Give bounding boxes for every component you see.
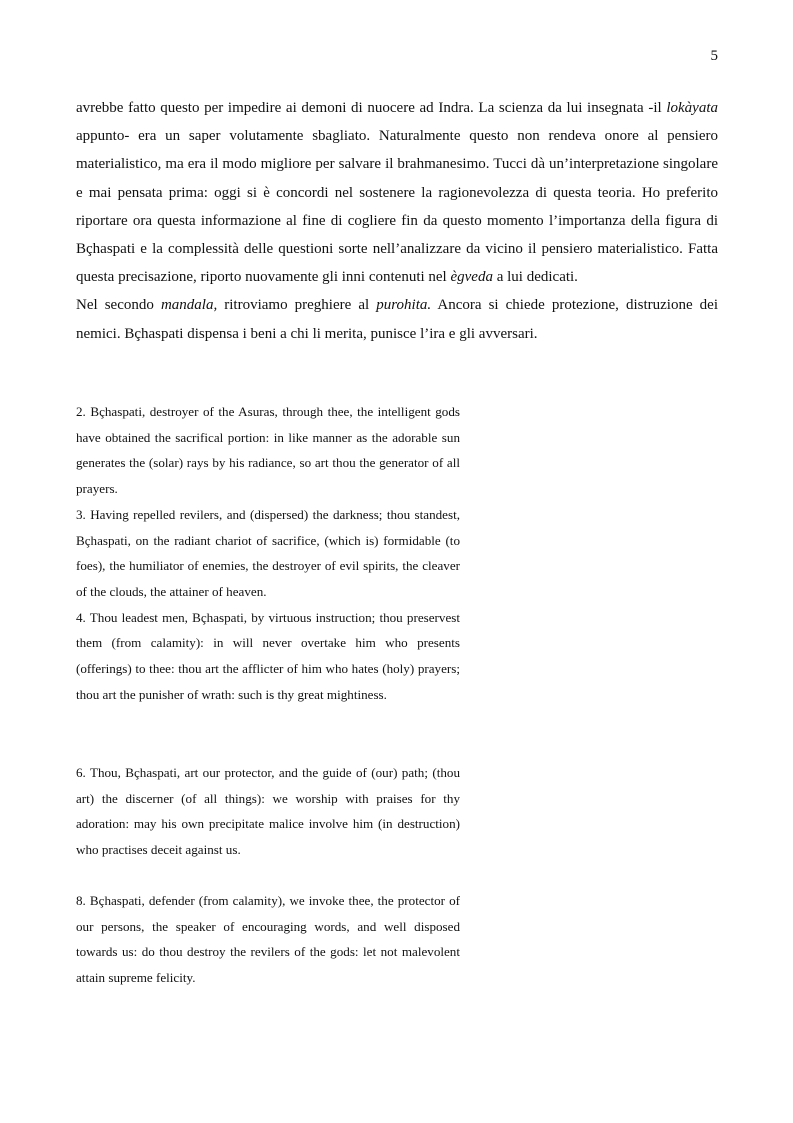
- text-run: avrebbe fatto questo per impedire ai demoni di nuocere ad Indra. La scienza da lui insegnata -il: [76, 100, 667, 116]
- italic-term-egveda: ègveda: [450, 269, 493, 286]
- hymn-block-3: [76, 888, 460, 991]
- italic-term-mandala: mandala,: [160, 297, 218, 314]
- body-paragraph: [76, 291, 718, 347]
- page-number: 5: [710, 48, 718, 64]
- text-run: Nel secondo: [76, 297, 161, 314]
- body-text: [76, 94, 718, 348]
- hymn-verse-8: 8. Bçhaspati, defender (from calamity), we invoke thee, the protector of our persons, the speaker of encouraging words, and well disposed towards us: do thou destroy the revilers of the gods: let not malevolent attain supreme felicity.: [76, 893, 460, 986]
- italic-term-purohita: purohita.: [376, 297, 432, 314]
- hymn-verse-6: 6. Thou, Bçhaspati, art our protector, and the guide of (our) path; (thou art) the discerner (of all things): we worship with praises for thy adoration: may his own precipitate malice involve him (in destruction) who practises deceit against us.: [76, 765, 460, 858]
- hymn-verse-4: 4. Thou leadest men, Bçhaspati, by virtuous instruction; thou preservest them (from calamity): in will never overtake him who presents (offerings) to thee: thou art the afflicter of him who hates (holy) prayers; thou art the punisher of wrath: such is thy great mightiness.: [76, 609, 460, 702]
- text-run: appunto- era un saper volutamente sbagliato. Naturalmente questo non rendeva onore al pensiero materialistico, ma era il modo migliore per salvare il brahmanesimo. Tucci dà un’interpretazione singolare e mai pensata prima: oggi si è concordi nel sostenere la ragionevolezza di questa teoria. Ho preferito riportare ora questa informazione al fine di cogliere fin da questo momento l’importanza della figura di Bçhaspati e la complessità delle questioni sorte nell’analizzare da vicino il pensiero materialistico. Fatta questa precisazione, riporto nuovamente gli inni contenuti nel: [76, 128, 718, 286]
- hymn-verse-2: 2. Bçhaspati, destroyer of the Asuras, through thee, the intelligent gods have obtained the sacrifical portion: in like manner as the adorable sun generates the (solar) rays by his radiance, so art thou the generator of all prayers.: [76, 404, 460, 497]
- text-run: a lui dedicati.: [492, 269, 578, 286]
- hymn-block-2: [76, 760, 460, 863]
- hymn-block-1: [76, 399, 460, 707]
- hymn-verse-3: 3. Having repelled revilers, and (dispersed) the darkness; thou standest, Bçhaspati, on the radiant chariot of sacrifice, (which is) formidable (to foes), the humiliator of enemies, the destroyer of evil spirits, the cleaver of the clouds, the attainer of heaven.: [76, 506, 460, 599]
- italic-term-lokayata: lokàyata: [666, 100, 718, 116]
- body-paragraph: [76, 94, 718, 291]
- text-run: Ancora si chiede protezione, distruzione dei nemici. Bçhaspati dispensa i beni a chi li merita, punisce l’ira e gli avversari.: [76, 297, 719, 342]
- text-run: ritroviamo preghiere al: [217, 297, 377, 314]
